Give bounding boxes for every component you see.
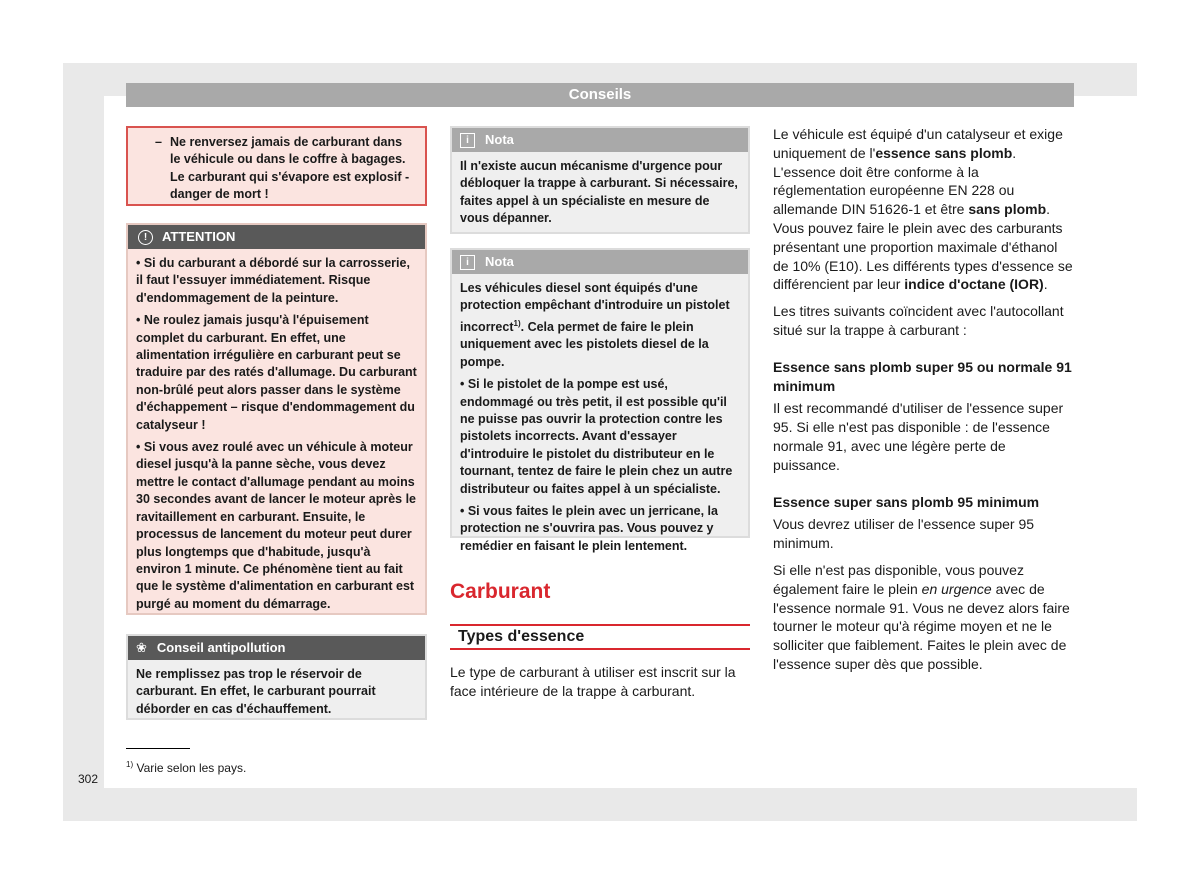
danger-box: – Ne renversez jamais de carburant dans le véhicule ou dans le coffre à bagages. Le carburant qui s'évapore est explosif - danger de mort ! xyxy=(126,126,427,206)
paragraph: Vous devrez utiliser de l'essence super 95 minimum. xyxy=(773,516,1035,552)
page-header: Conseils xyxy=(126,83,1074,107)
nota-title: Nota xyxy=(485,254,514,269)
subsection-title: Types d'essence xyxy=(458,628,585,645)
danger-text: Ne renversez jamais de carburant dans le véhicule ou dans le coffre à bagages. Le carburant qui s'évapore est explosif - danger de mort ! xyxy=(170,135,410,202)
attention-bullet: • Si du carburant a débordé sur la carrosserie, il faut l'essuyer immédiatement. Risque d'endommagement de la peinture. xyxy=(136,256,410,305)
nota-header xyxy=(452,128,748,152)
nota-body xyxy=(452,152,748,228)
attention-box xyxy=(126,223,427,615)
env-body xyxy=(128,660,425,718)
attention-body xyxy=(128,249,425,613)
env-header xyxy=(128,636,425,660)
subsection-text: Le type de carburant à utiliser est inscrit sur la face intérieure de la trappe à carburant. xyxy=(450,664,736,699)
attention-bullet: • Ne roulez jamais jusqu'à l'épuisement complet du carburant. En effet, une alimentation irrégulière en carburant peut se traduire par des ratés d'allumage. Du carburant non-brûlé peut alors passer dans le système d'échappement – risque d'endommagement du catalyseur ! xyxy=(136,313,417,432)
paragraph: Le véhicule est équipé d'un catalyseur et exige uniquement de l'essence sans plomb. L'essence doit être conforme à la réglementation européenne EN 228 ou allemande DIN 51626-1 et être sans plomb. Vous pouvez faire le plein avec des carburants présentant une proportion maximale d'éthanol de 10% (E10). Les différents types d'essence se différencient par leur indice d'octane (IOR). xyxy=(773,126,1073,293)
info-square-icon: i xyxy=(460,133,475,148)
section-title: Carburant xyxy=(450,580,551,603)
nota-bullet: • Si vous faites le plein avec un jerricane, la protection ne s'ouvrira pas. Vous pouvez y remédier en faisant le plein lentement. xyxy=(460,504,718,553)
right-column xyxy=(773,125,1073,682)
paragraph: Les titres suivants coïncident avec l'autocollant situé sur la trappe à carburant : xyxy=(773,303,1064,338)
info-square-icon: i xyxy=(460,255,475,270)
paragraph: Il est recommandé d'utiliser de l'essence super 95. Si elle n'est pas disponible : de l'essence normale 91, avec une légère perte de puissance. xyxy=(773,400,1064,473)
nota-text: Il n'existe aucun mécanisme d'urgence pour débloquer la trappe à carburant. Si nécessaire, faites appel à un spécialiste en mesure de vous dépanner. xyxy=(460,159,738,226)
attention-title: ATTENTION xyxy=(162,229,236,244)
subheading: Essence sans plomb super 95 ou normale 91 minimum xyxy=(773,358,1072,394)
nota-intro: Les véhicules diesel sont équipés d'une protection empêchant d'introduire un pistolet incorrect$^{1)}$. Cela permet de faire le plein uniquement avec les pistolets diesel de la pompe. xyxy=(460,281,730,369)
subheading: Essence super sans plomb 95 minimum xyxy=(773,493,1040,510)
exclamation-circle-icon: ! xyxy=(138,230,153,245)
nota-bullet: • Si le pistolet de la pompe est usé, endommagé ou très petit, il est possible qu'il ne puisse pas ouvrir la protection contre les pistolets incorrects. Avant d'essayer d'introduire le pistolet du distributeur en le tournant, tentez de faire le plein chez un autre distributeur ou faites appel à un spécialiste. xyxy=(460,377,733,496)
env-box xyxy=(126,634,427,720)
subsection-header xyxy=(450,624,750,650)
flower-icon: ❀ xyxy=(136,640,147,655)
footnote-ref: 1) xyxy=(513,318,521,328)
nota-box-1 xyxy=(450,126,750,234)
env-title: Conseil antipollution xyxy=(156,640,286,655)
nota-box-2 xyxy=(450,248,750,553)
page-number: 302 xyxy=(78,772,99,786)
env-text: Ne remplissez pas trop le réservoir de carburant. En effet, le carburant pourrait déborder en cas d'échauffement. xyxy=(136,667,376,716)
attention-header xyxy=(128,225,425,249)
paragraph: Si elle n'est pas disponible, vous pouvez également faire le plein en urgence avec de l'essence normale 91. Vous ne devez alors faire tourner le moteur qu'à régime moyen et ne le solliciter que faiblement. Faites le plein avec de l'essence super dès que possible. xyxy=(773,561,1070,672)
nota-body xyxy=(452,274,748,555)
nota-header xyxy=(452,250,748,274)
nota-title: Nota xyxy=(485,132,514,147)
footnote-rule xyxy=(126,748,190,749)
attention-bullet: • Si vous avez roulé avec un véhicule à moteur diesel jusqu'à la panne sèche, vous devez mettre le contact d'allumage pendant au moins 30 secondes avant de lancer le moteur après le ravitaillement en carburant. Ensuite, le processus de lancement du moteur peut durer plus longtemps que d'habitude, jusqu'à environ 1 minute. Ce phénomène tient au fait que le système d'alimentation en carburant est purgé au moment du démarrage. xyxy=(136,440,416,611)
footnote: $^{1)}$ Varie selon les pays. xyxy=(126,760,247,775)
